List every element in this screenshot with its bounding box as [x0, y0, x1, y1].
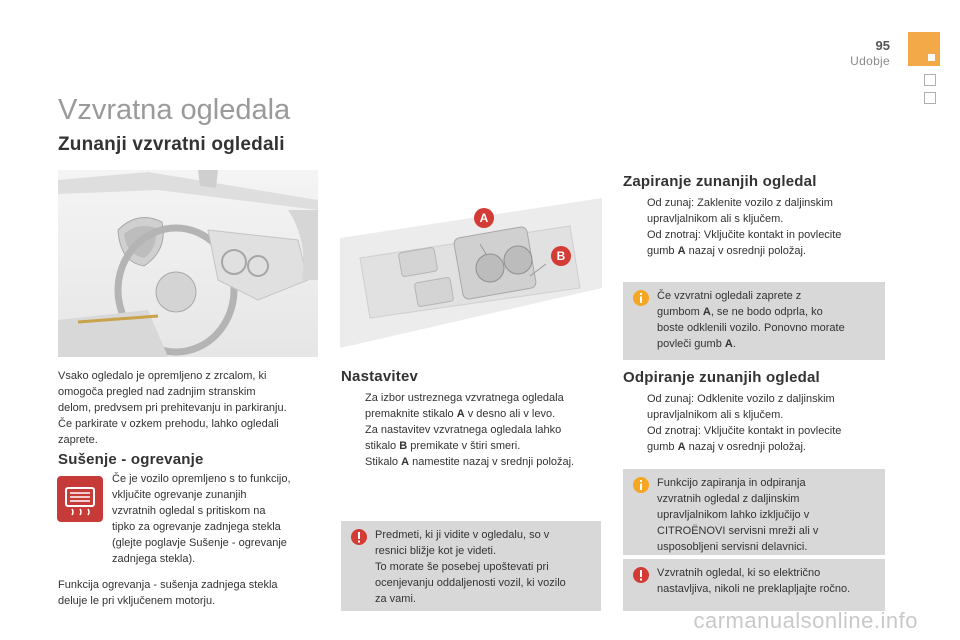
label-b: B: [556, 249, 566, 263]
text-line: zaprete.: [58, 434, 98, 446]
text-line: boste odklenili vozilo. Ponovno morate: [657, 322, 845, 334]
text-line: vzvratnih ogledal z daljinskim: [657, 493, 800, 505]
text-line: Če vzvratni ogledali zaprete z: [657, 290, 802, 302]
text-line: Od znotraj: Vključite kontakt in povlecite: [647, 229, 842, 241]
warning-icon: [633, 567, 649, 583]
drying-footer: [58, 577, 328, 609]
rear-defrost-icon: [57, 476, 103, 522]
text-line: Od zunaj: Zaklenite vozilo z daljinskim: [647, 197, 833, 209]
text-line: stikalo B premikate v štiri smeri.: [365, 440, 521, 452]
text-line: Vsako ogledalo je opremljeno z zrcalom, ki: [58, 370, 267, 382]
manual-fold-warning: [623, 559, 885, 611]
text-line: CITROËNOVI servisni mreži ali v: [657, 525, 819, 537]
interior-photo: [58, 170, 318, 357]
text-line: vključite ogrevanje zunanjih: [112, 489, 247, 501]
tab-marker: [928, 54, 935, 61]
page-title: Vzvratna ogledala: [58, 94, 291, 126]
list-item: [341, 422, 611, 454]
text-line: Funkcijo zapiranja in odpiranja: [657, 477, 806, 489]
list-item: [341, 390, 611, 422]
list-item: [623, 227, 893, 259]
unfold-heading: Odpiranje zunanjih ogledal: [623, 369, 820, 386]
text-line: Od znotraj: Vključite kontakt in povlecite: [647, 425, 842, 437]
distance-warning: [341, 521, 601, 611]
text-line: delom, predvsem pri prehitevanju in parkiranju.: [58, 402, 287, 414]
fold-list: [623, 195, 893, 259]
list-item: [623, 195, 893, 227]
text-line: gumb A nazaj v osrednji položaj.: [647, 245, 806, 257]
section-subtitle: Zunanji vzvratni ogledali: [58, 134, 285, 155]
intro-text: [58, 368, 328, 448]
section-tab[interactable]: [908, 32, 940, 66]
drying-text: [112, 471, 332, 567]
text-line: zadnjega stekla).: [112, 553, 196, 565]
text-line: za vami.: [375, 593, 416, 605]
nav-box-2[interactable]: [924, 92, 936, 104]
info-icon: [633, 477, 649, 493]
text-line: premaknite stikalo A v desno ali v levo.: [365, 408, 556, 420]
text-line: tipko za ogrevanje zadnjega stekla: [112, 521, 281, 533]
fold-info: [623, 282, 885, 360]
unfold-info: [623, 469, 885, 555]
text-line: (glejte poglavje Sušenje - ogrevanje: [112, 537, 287, 549]
watermark: carmanualsonline.info: [693, 608, 918, 633]
text-line: omogoča pregled nad zadnjim stranskim: [58, 386, 256, 398]
text-line: gumb A nazaj v osrednji položaj.: [647, 441, 806, 453]
mirror-switch-diagram: [340, 198, 602, 348]
adjust-list: [341, 390, 611, 470]
section-label: Udobje: [850, 54, 890, 68]
list-item: [623, 423, 893, 455]
text-line: gumbom A, se ne bodo odprla, ko: [657, 306, 823, 318]
drying-heading: Sušenje - ogrevanje: [58, 451, 204, 468]
text-line: Za izbor ustreznega vzvratnega ogledala: [365, 392, 564, 404]
nav-box-1[interactable]: [924, 74, 936, 86]
text-line: nastavljiva, nikoli ne preklapljajte ročno.: [657, 583, 851, 595]
text-line: upravljalnikom ali s ključem.: [647, 409, 784, 421]
text-line: Stikalo A namestite nazaj v srednji položaj.: [365, 456, 575, 468]
text-line: usposobljeni servisni delavnici.: [657, 541, 808, 553]
text-line: Če parkirate v ozkem prehodu, lahko ogledali: [58, 418, 279, 430]
text-line: upravljalnikom lahko izključijo v: [657, 509, 810, 521]
text-line: upravljalnikom ali s ključem.: [647, 213, 784, 225]
list-item: [341, 454, 611, 470]
text-line: Za nastavitev vzvratnega ogledala lahko: [365, 424, 562, 436]
text-line: To morate še posebej upoštevati pri: [375, 561, 549, 573]
page-number: 95: [875, 38, 890, 53]
text-line: Od zunaj: Odklenite vozilo z daljinskim: [647, 393, 835, 405]
list-item: [623, 391, 893, 423]
unfold-list: [623, 391, 893, 455]
text-line: Funkcija ogrevanja - sušenja zadnjega stekla: [58, 579, 278, 591]
info-icon: [633, 290, 649, 306]
fold-heading: Zapiranje zunanjih ogledal: [623, 173, 817, 190]
text-line: resnici bližje kot je videti.: [375, 545, 497, 557]
text-line: vzvratnih ogledal s pritiskom na: [112, 505, 266, 517]
warning-icon: [351, 529, 367, 545]
label-a: A: [479, 211, 489, 225]
text-line: Vzvratnih ogledal, ki so električno: [657, 567, 821, 579]
text-line: Predmeti, ki ji vidite v ogledalu, so v: [375, 529, 550, 541]
adjust-heading: Nastavitev: [341, 368, 419, 385]
text-line: ocenjevanju oddaljenosti vozil, ki vozilo: [375, 577, 566, 589]
text-line: deluje le pri vključenem motorju.: [58, 595, 216, 607]
text-line: Če je vozilo opremljeno s to funkcijo,: [112, 473, 291, 485]
text-line: povleči gumb A.: [657, 338, 736, 350]
